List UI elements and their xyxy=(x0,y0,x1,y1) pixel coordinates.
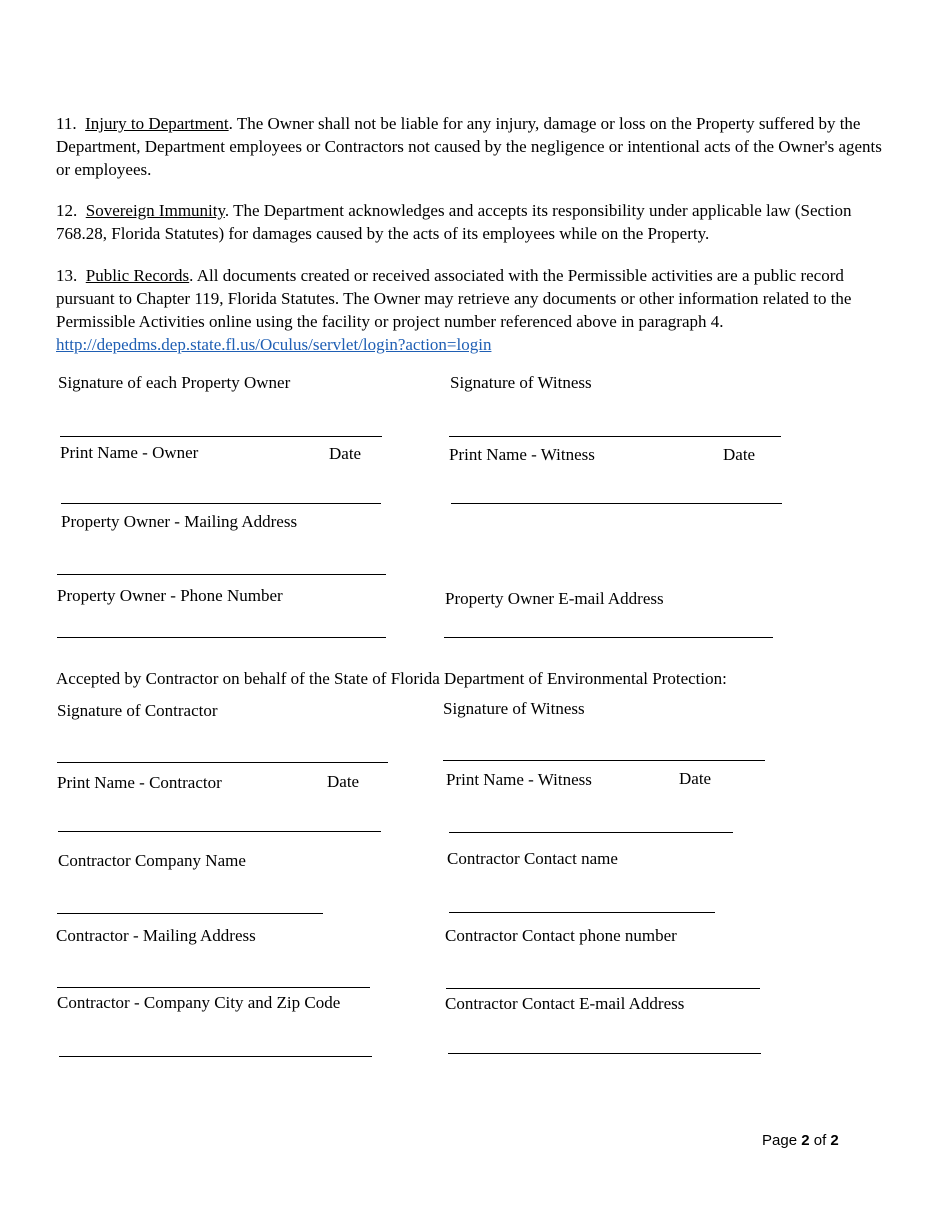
owner-email-line[interactable] xyxy=(444,637,773,638)
contractor-city-zip-label: Contractor - Company City and Zip Code xyxy=(57,993,341,1012)
paragraph-number: 12. xyxy=(56,201,78,220)
print-name-owner-label: Print Name - Owner xyxy=(60,443,199,462)
page-word: Page xyxy=(762,1132,798,1149)
signature-witness-label: Signature of Witness xyxy=(450,373,592,392)
paragraph-13 xyxy=(56,264,900,356)
contractor-contact-email-line[interactable] xyxy=(448,1053,761,1054)
owner-phone-line[interactable] xyxy=(57,637,386,638)
paragraph-text: . The Department acknowledges and accepts its responsibility under applicable law (Section 768.28, Florida Statutes) for damages caused by the acts of its employees while on the Property. xyxy=(56,201,852,243)
signature-witness-line[interactable] xyxy=(449,436,781,437)
contractor-date-witness-label: Date xyxy=(679,769,712,788)
owner-phone-label: Property Owner - Phone Number xyxy=(57,586,283,605)
contractor-contact-phone-label: Contractor Contact phone number xyxy=(445,926,677,945)
contractor-contact-phone-line[interactable] xyxy=(446,988,760,989)
print-name-witness-line[interactable] xyxy=(451,503,782,504)
current-page-number: 2 xyxy=(801,1132,810,1149)
print-name-witness-label: Print Name - Witness xyxy=(449,445,595,464)
paragraph-text: . All documents created or received associated with the Permissible activities are a public record pursuant to Chapter 119, Florida Statutes. The Owner may retrieve any documents or other information related to the Permissible Activities online using the facility or project number referenced above in paragraph 4. xyxy=(56,266,852,331)
contractor-signature-witness-line[interactable] xyxy=(443,760,765,761)
paragraph-title: Injury to Department xyxy=(85,114,229,133)
page-number-footer xyxy=(762,1131,839,1151)
contractor-company-name-label: Contractor Company Name xyxy=(58,851,246,870)
of-word: of xyxy=(813,1132,827,1149)
paragraph-12 xyxy=(56,199,900,245)
date-contractor-label: Date xyxy=(327,772,360,791)
contractor-mailing-address-line[interactable] xyxy=(57,987,370,988)
contractor-print-name-witness-line[interactable] xyxy=(449,832,733,833)
signature-contractor-label: Signature of Contractor xyxy=(57,701,218,720)
contractor-contact-name-line[interactable] xyxy=(449,912,715,913)
accepted-by-contractor-statement: Accepted by Contractor on behalf of the State of Florida Department of Environmental Protection: xyxy=(56,669,727,688)
date-owner-label: Date xyxy=(329,444,362,463)
signature-contractor-line[interactable] xyxy=(57,762,388,763)
paragraph-number: 11. xyxy=(56,114,77,133)
paragraph-text: . The Owner shall not be liable for any injury, damage or loss on the Property suffered by the Department, Department employees or Contractors not caused by the negligence or intentional acts of the Owner's agents or employees. xyxy=(56,114,882,179)
contractor-city-zip-line[interactable] xyxy=(59,1056,372,1057)
contractor-print-name-witness-label: Print Name - Witness xyxy=(446,770,592,789)
owner-mailing-address-line[interactable] xyxy=(57,574,386,575)
total-page-number: 2 xyxy=(830,1132,839,1149)
owner-email-label: Property Owner E-mail Address xyxy=(445,589,664,608)
contractor-signature-witness-label: Signature of Witness xyxy=(443,699,585,718)
paragraph-11 xyxy=(56,112,900,181)
print-name-contractor-line[interactable] xyxy=(58,831,381,832)
print-name-owner-line[interactable] xyxy=(61,503,381,504)
contractor-company-name-line[interactable] xyxy=(57,913,323,914)
signature-owner-line[interactable] xyxy=(60,436,382,437)
oculus-login-link[interactable]: http://depedms.dep.state.fl.us/Oculus/servlet/login?action=login xyxy=(56,335,492,354)
date-witness-label: Date xyxy=(723,445,756,464)
paragraph-title: Sovereign Immunity xyxy=(85,201,225,220)
paragraph-number: 13. xyxy=(56,266,78,285)
owner-mailing-address-label: Property Owner - Mailing Address xyxy=(61,512,298,531)
print-name-contractor-label: Print Name - Contractor xyxy=(57,773,222,792)
contractor-mailing-address-label: Contractor - Mailing Address xyxy=(56,926,256,945)
signature-owner-label: Signature of each Property Owner xyxy=(58,373,291,392)
paragraph-title: Public Records xyxy=(85,266,190,285)
contractor-contact-name-label: Contractor Contact name xyxy=(447,849,618,868)
contractor-contact-email-label: Contractor Contact E-mail Address xyxy=(445,994,685,1013)
